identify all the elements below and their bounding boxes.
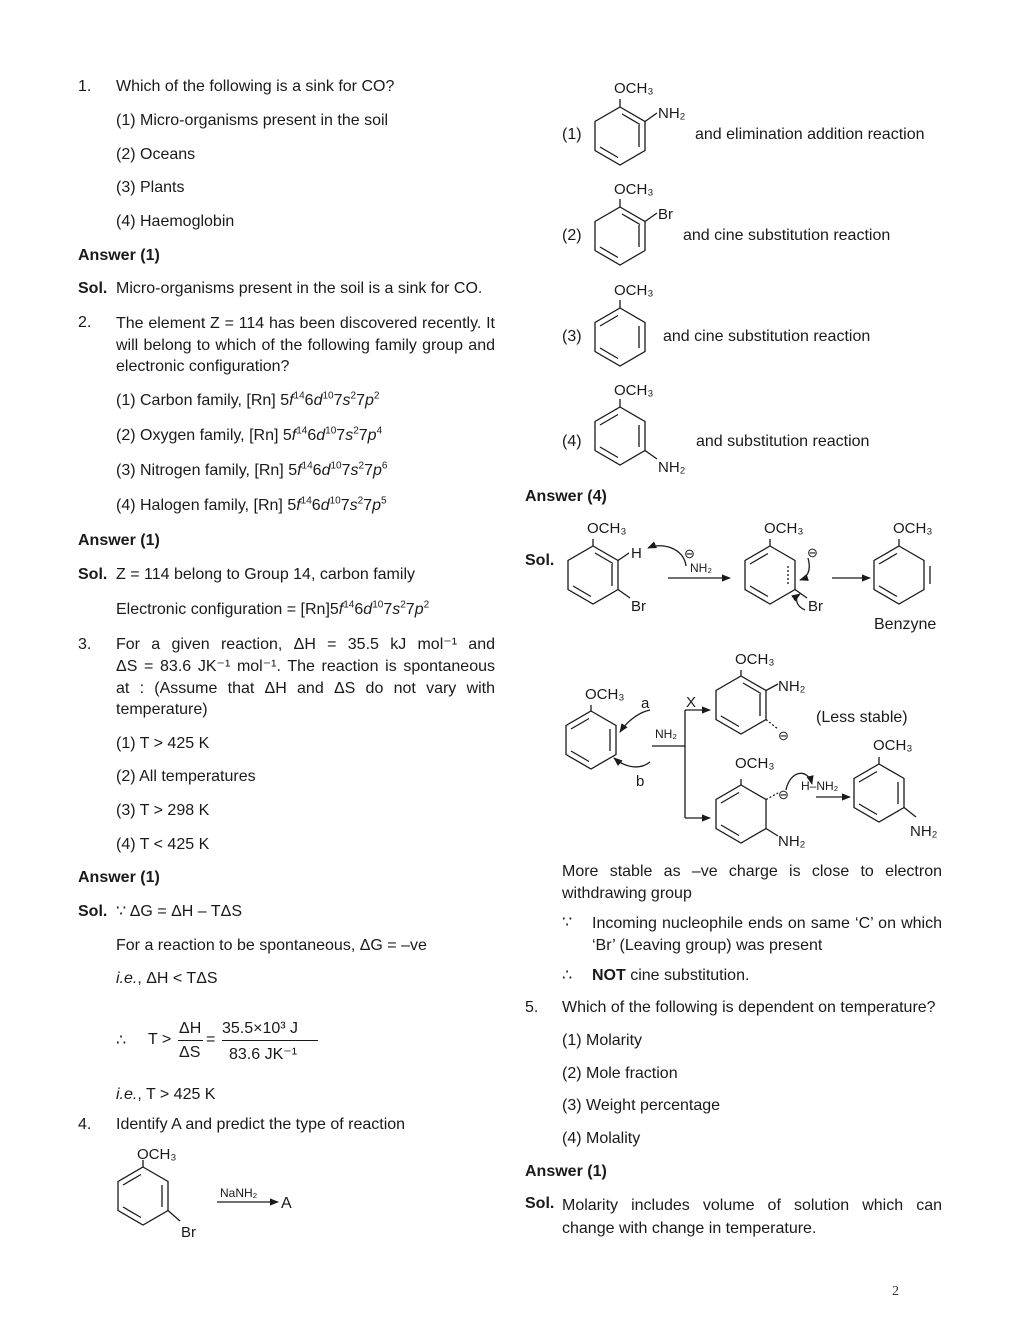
q4-number: 4. — [78, 1116, 92, 1133]
q1-option-3: (3) Plants — [116, 179, 185, 196]
q1-option-2: (2) Oceans — [116, 146, 196, 163]
q1-number: 1. — [78, 78, 92, 95]
q3-option-1: (1) T > 425 K — [116, 735, 210, 752]
q1-option-1: (1) Micro-organisms present in the soil — [116, 112, 389, 129]
q5-option-3: (3) Weight percentage — [562, 1097, 721, 1114]
q2-number: 2. — [78, 314, 92, 331]
q4-product: A — [281, 1195, 292, 1212]
q3-line-2: ΔS = 83.6 JK⁻¹ mol⁻¹. The reaction is spontaneous — [116, 658, 495, 675]
bottom-nh2: NH₂ — [778, 833, 806, 850]
q1-solution: Micro-organisms present in the soil is a sink for CO. — [116, 280, 483, 297]
q4-reactant-ring — [118, 1160, 180, 1225]
sol-br-2: Br — [808, 598, 823, 615]
product-top-ring — [716, 670, 778, 734]
product-top-dotted — [766, 720, 778, 730]
opt1-ring — [595, 99, 657, 165]
bottom-minus: ⊖ — [778, 787, 789, 802]
sol-nh2-1: NH₂ — [690, 561, 712, 575]
page-number: 2 — [892, 1284, 899, 1299]
incoming-note: Incoming nucleophile ends on same ‘C’ on which ‘Br’ (Leaving group) was present — [592, 915, 942, 954]
opt3-och3: OCH₃ — [614, 282, 654, 299]
q3-line-4: temperature) — [116, 701, 208, 718]
sol-curved-arrow-1 — [648, 546, 686, 566]
opt2-och3: OCH₃ — [614, 181, 654, 198]
q3-sol-label: Sol. — [78, 903, 108, 920]
q1-text: Which of the following is a sink for CO? — [116, 78, 395, 95]
opt2-text: and cine substitution reaction — [683, 227, 891, 244]
q4-sol-label: Sol. — [525, 552, 555, 569]
because-symbol: ∵ — [562, 914, 573, 931]
sol2-och3: OCH₃ — [585, 686, 625, 703]
q3-sol-line-3: i.e., ΔH < TΔS — [116, 970, 218, 987]
less-stable: (Less stable) — [816, 709, 908, 726]
q3-option-2: (2) All temperatures — [116, 768, 256, 785]
q2-answer: Answer (1) — [78, 532, 160, 549]
label-x: X — [686, 694, 697, 711]
h-nh2: H–NH₂ — [801, 779, 839, 793]
sol2-nh2: NH₂ — [655, 727, 677, 741]
final-nh2: NH₂ — [910, 823, 938, 840]
product-bottom-dotted — [766, 793, 778, 800]
opt2-label: (2) — [562, 227, 582, 244]
opt4-label: (4) — [562, 433, 582, 450]
opt3-ring — [595, 300, 645, 366]
sol-curved-arrow-2 — [800, 558, 809, 580]
q3-line-1: For a given reaction, ΔH = 35.5 kJ mol⁻¹ and — [116, 636, 495, 653]
q3-numerator: 35.5×10³ J — [222, 1020, 299, 1037]
final-product-ring — [854, 757, 916, 822]
q2-option-4: (4) Halogen family, [Rn] $5f^{14}6d^{10}7s^27p^5$ — [116, 495, 387, 514]
opt3-label: (3) — [562, 328, 582, 345]
product-bottom-ring — [716, 779, 778, 843]
q2-option-2: (2) Oxygen family, [Rn] $5f^{14}6d^{10}7s^27p^4$ — [116, 425, 383, 444]
not-cine-note: NOT cine substitution. — [592, 967, 750, 984]
q3-answer: Answer (1) — [78, 869, 160, 886]
q3-sol-line-1: ∵ ΔG = ΔH – TΔS — [116, 903, 242, 920]
top-och3: OCH₃ — [735, 651, 775, 668]
q1-sol-label: Sol. — [78, 280, 108, 297]
bottom-och3: OCH₃ — [735, 755, 775, 772]
q5-text: Which of the following is dependent on temperature? — [562, 999, 936, 1016]
q4-text: Identify A and predict the type of reaction — [116, 1116, 406, 1133]
sol-och3-3: OCH₃ — [893, 520, 933, 537]
arrow-a — [620, 710, 650, 732]
q5-number: 5. — [525, 999, 539, 1016]
q3-ds: ΔS — [179, 1044, 201, 1061]
q3-dh: ΔH — [179, 1020, 202, 1037]
opt2-br: Br — [658, 206, 673, 223]
q1-answer: Answer (1) — [78, 247, 160, 264]
opt4-text: and substitution reaction — [696, 433, 870, 450]
opt1-och3: OCH₃ — [614, 80, 654, 97]
top-minus: ⊖ — [778, 728, 789, 743]
sol-h: H — [631, 545, 642, 562]
sol-ring-1 — [568, 539, 630, 604]
benzyne-ring-2 — [566, 705, 616, 769]
q3-option-3: (3) T > 298 K — [116, 802, 210, 819]
opt4-ring — [595, 399, 657, 465]
opt1-nh2: NH₂ — [658, 105, 686, 122]
opt1-text: and elimination addition reaction — [695, 126, 925, 143]
q5-solution: Molarity includes volume of solution which can change with change in temperature. — [562, 1197, 942, 1237]
q2-solution: Z = 114 belong to Group 14, carbon family — [116, 566, 415, 583]
q3-denominator: 83.6 JK⁻¹ — [229, 1046, 298, 1063]
q5-sol-label: Sol. — [525, 1195, 555, 1212]
therefore-symbol: ∴ — [562, 967, 573, 984]
opt3-text: and cine substitution reaction — [663, 328, 871, 345]
q4-br: Br — [181, 1224, 196, 1241]
opt1-label: (1) — [562, 126, 582, 143]
q4-reagent: NaNH₂ — [220, 1186, 258, 1200]
q3-option-4: (4) T < 425 K — [116, 836, 210, 853]
sol-ring-2 — [745, 539, 807, 604]
sol-minus-1: ⊖ — [684, 546, 695, 561]
label-b: b — [636, 773, 645, 790]
q5-option-1: (1) Molarity — [562, 1032, 643, 1049]
q3-line-3: at : (Assume that ΔH and ΔS do not vary with — [116, 680, 495, 697]
q5-option-4: (4) Molality — [562, 1130, 641, 1147]
final-och3: OCH₃ — [873, 737, 913, 754]
q2-text: The element Z = 114 has been discovered recently. It will belong to which of the following family group and electronic configuration? — [116, 315, 495, 375]
q2-option-3: (3) Nitrogen family, [Rn] $5f^{14}6d^{10}7s^27p^6$ — [116, 460, 388, 479]
sol-minus-2: ⊖ — [807, 545, 818, 560]
q1-option-4: (4) Haemoglobin — [116, 213, 235, 230]
q3-sol-line-2: For a reaction to be spontaneous, ΔG = –ve — [116, 937, 427, 954]
q2-config: Electronic configuration = $[Rn]5f^{14}6d^{10}7s^27p^2$ — [116, 599, 430, 618]
top-nh2: NH₂ — [778, 678, 806, 695]
q3-t-gt: T > — [148, 1031, 172, 1048]
opt2-ring — [595, 199, 657, 265]
benzyne-label: Benzyne — [874, 616, 937, 633]
q3-sol-line-4: i.e., T > 425 K — [116, 1086, 216, 1103]
opt4-nh2: NH₂ — [658, 459, 686, 476]
q5-option-2: (2) Mole fraction — [562, 1065, 678, 1082]
q4-answer: Answer (4) — [525, 488, 607, 505]
label-a: a — [641, 695, 650, 712]
q3-number: 3. — [78, 636, 92, 653]
more-stable-note: More stable as –ve charge is close to electron withdrawing group — [562, 863, 942, 902]
benzyne-ring — [874, 539, 930, 604]
q3-equals: = — [206, 1031, 216, 1048]
q2-sol-label: Sol. — [78, 566, 108, 583]
arrow-b — [614, 758, 650, 767]
opt4-och3: OCH₃ — [614, 382, 654, 399]
sol-och3-1: OCH₃ — [587, 520, 627, 537]
sol-och3-2: OCH₃ — [764, 520, 804, 537]
sol-br-1: Br — [631, 598, 646, 615]
q5-answer: Answer (1) — [525, 1163, 607, 1180]
q3-therefore: ∴ — [116, 1032, 127, 1049]
q2-option-1: (1) Carbon family, [Rn] $5f^{14}6d^{10}7s^27p^2$ — [116, 390, 380, 409]
q4-och3: OCH₃ — [137, 1146, 177, 1163]
